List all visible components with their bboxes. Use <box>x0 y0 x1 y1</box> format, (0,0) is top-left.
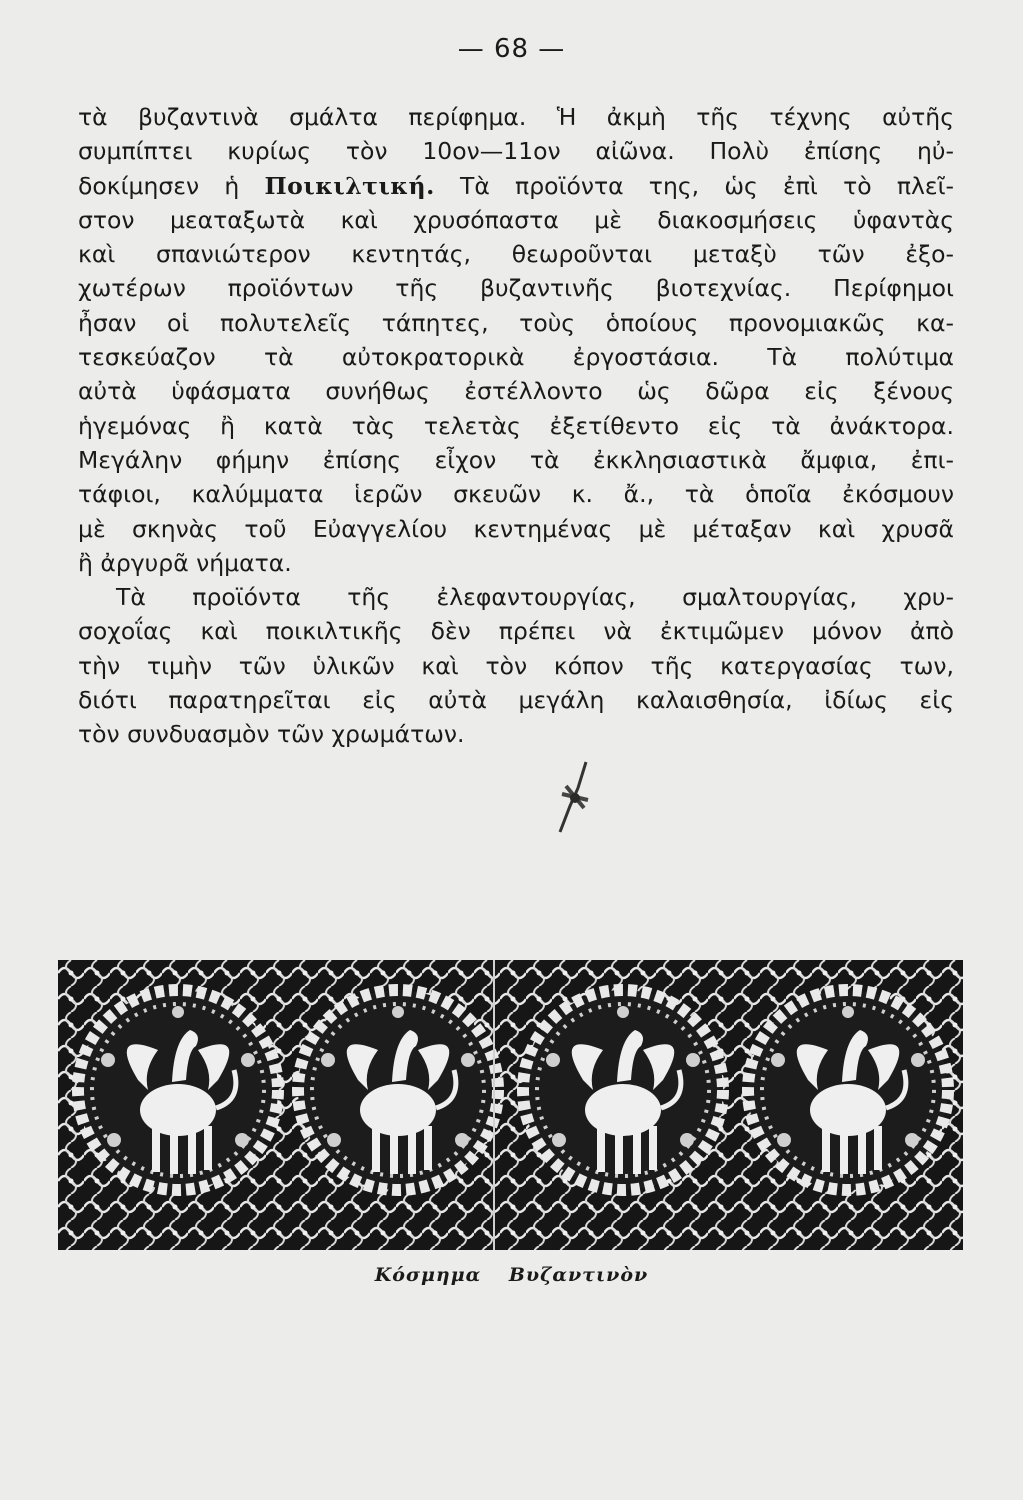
text-line: χωτέρων προϊόντων τῆς βυζαντινῆς βιοτεχνίας. Περίφημοι <box>78 274 954 303</box>
figure-textile-image <box>58 960 963 1250</box>
text-line: Μεγάλην φήμην ἐπίσης εἶχον τὰ ἐκκλησιαστικὰ ἄμφια, ἐπι- <box>78 445 954 474</box>
text-line <box>78 169 954 203</box>
text-line: ἢ ἀργυρᾶ νήματα. <box>78 548 292 577</box>
page-number: — 68 — <box>457 34 566 64</box>
emphasized-term: Ποικιλτική. <box>264 171 435 200</box>
text-line: τάφιοι, καλύμματα ἱερῶν σκευῶν κ. ἄ., τὰ ὁποῖα ἐκόσμουν <box>78 480 954 509</box>
text-line: αὐτὰ ὑφάσματα συνήθως ἐστέλλοντο ὡς δῶρα εἰς ξένους <box>78 377 954 406</box>
text-line: συμπίπτει κυρίως τὸν 10ον—11ον αἰῶνα. Πολὺ ἐπίσης ηὐ- <box>78 137 954 166</box>
text-line: σοχοΐας καὶ ποικιλτικῆς δὲν πρέπει νὰ ἐκτιμῶμεν μόνον ἀπὸ <box>78 617 954 646</box>
text-line: μὲ σκηνὰς τοῦ Εὐαγγελίου κεντημένας μὲ μέταξαν καὶ χρυσᾶ <box>78 514 954 543</box>
text-fragment: δοκίμησεν ἡ <box>78 171 265 200</box>
text-line: τὴν τιμὴν τῶν ὑλικῶν καὶ τὸν κόπον τῆς κατεργασίας των, <box>78 651 954 680</box>
text-line: διότι παρατηρεῖται εἰς αὐτὰ μεγάλη καλαισθησία, ἰδίως εἰς <box>78 686 954 715</box>
figure-caption: Κόσμημα Βυζαντινὸν <box>374 1264 649 1286</box>
text-line: τὰ βυζαντινὰ σμάλτα περίφημα. Ἡ ἀκμὴ τῆς τέχνης αὐτῆς <box>78 103 954 131</box>
paragraph-2 <box>78 580 954 751</box>
text-line: τὸν συνδυασμὸν τῶν χρωμάτων. <box>78 720 465 749</box>
text-line: ἦσαν οἱ πολυτελεῖς τάπητες, τοὺς ὁποίους προνομιακῶς κα- <box>78 308 954 337</box>
text-line: τεσκεύαζον τὰ αὐτοκρατορικὰ ἐργοστάσια. Τὰ πολύτιμα <box>78 343 954 372</box>
byzantine-textile-griffin-roundels-image <box>58 960 963 1250</box>
body-text <box>78 100 954 752</box>
text-line: στον μεαταξωτὰ καὶ χρυσόπαστα μὲ διακοσμήσεις ὑφαντὰς <box>78 205 954 234</box>
show-through-text <box>300 1300 980 1500</box>
text-fragment: Τὰ προϊόντα της, ὡς ἐπὶ τὸ πλεῖ- <box>434 171 955 200</box>
text-line: Τὰ προϊόντα τῆς ἐλεφαντουργίας, σμαλτουργίας, χρυ- <box>116 583 954 612</box>
text-line: καὶ σπανιώτερον κεντητάς, θεωροῦνται μεταξὺ τῶν ἐξο- <box>78 240 954 269</box>
paragraph-1 <box>78 100 954 580</box>
text-line: ἡγεμόνας ἢ κατὰ τὰς τελετὰς ἐξετίθεντο εἰς τὰ ἀνάκτορα. <box>78 411 954 440</box>
pen-mark-icon <box>548 758 598 838</box>
